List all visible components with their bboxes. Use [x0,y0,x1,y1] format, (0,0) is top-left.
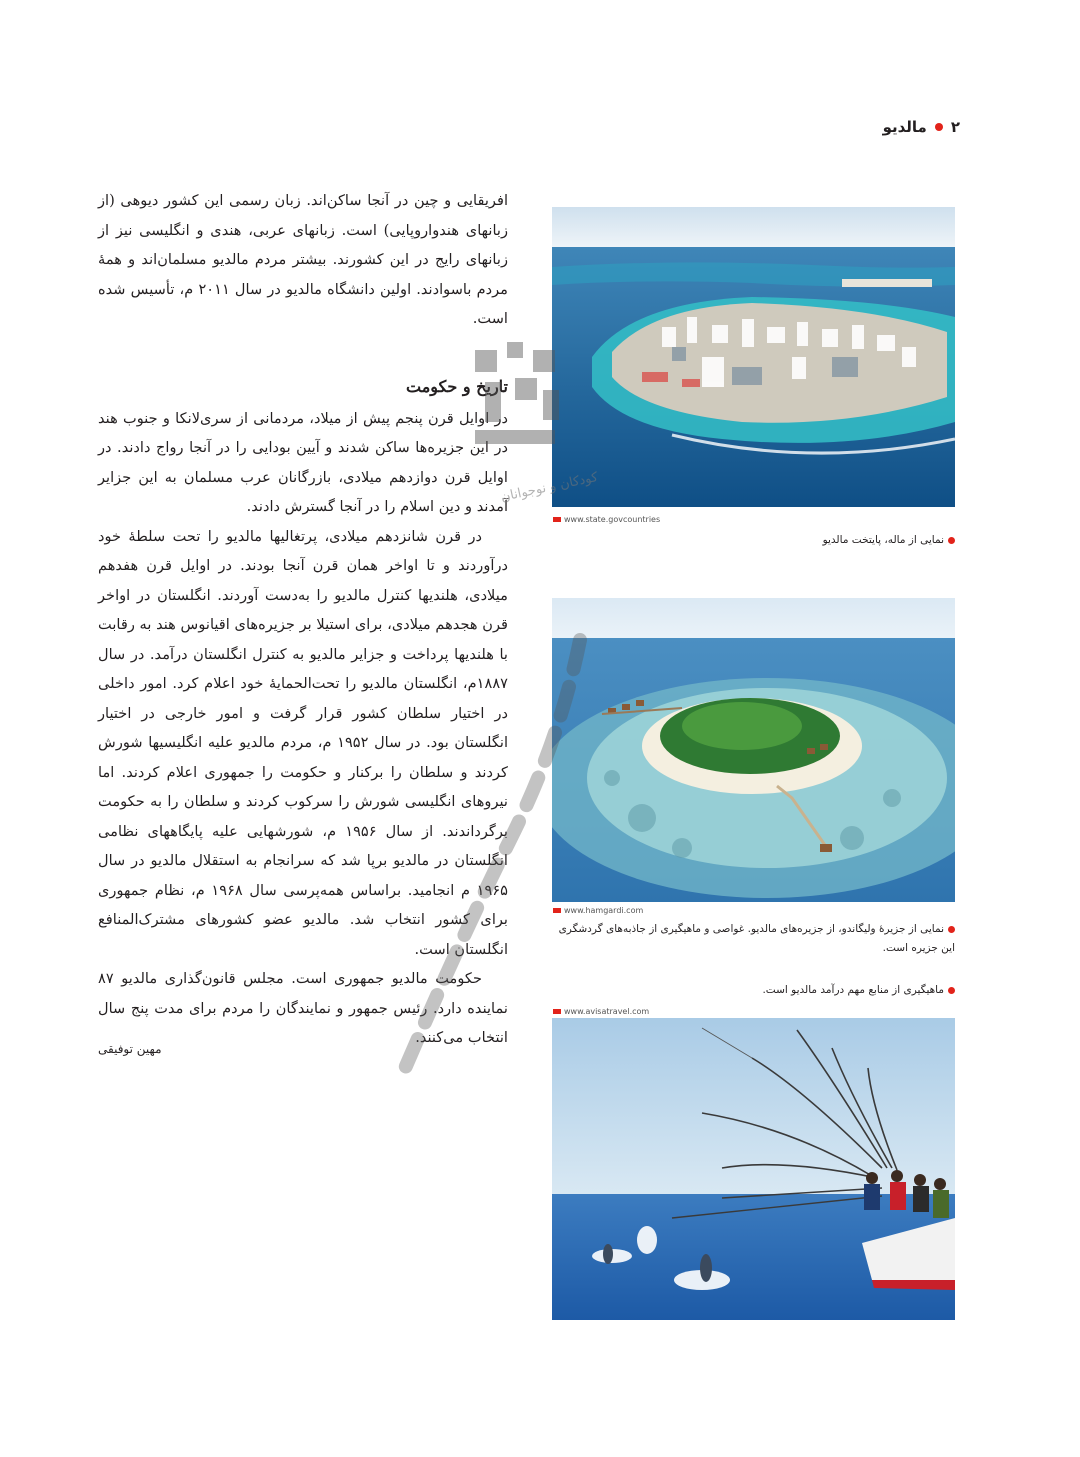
male-city-photo [552,207,955,507]
photo-credit-3 [553,1007,649,1016]
caption-text: نمایی از جزیرهٔ ولیگاندو، از جزیره‌های مالدیو. غواصی و ماهیگیری از جاذبه‌های گردشگری این جزیره است. [558,923,955,954]
fishing-photo [552,1018,955,1320]
page-number: ۲ [950,118,960,136]
watermark-text: کودکان و نوجوانان [499,469,600,506]
caption-bullet-icon [948,537,955,544]
credit-text: www.hamgardi.com [564,906,644,915]
photo-credit-2 [553,906,643,915]
photo-caption-3 [545,981,955,1000]
island-resort-photo [552,598,955,902]
caption-text: ماهیگیری از منابع مهم درآمد مالدیو است. [762,984,944,996]
caption-bullet-icon [948,926,955,933]
credit-text: www.state.govcountries [564,515,661,524]
credit-marker-icon [553,517,561,522]
credit-marker-icon [553,908,561,913]
photo-caption-1 [555,531,955,550]
intro-paragraph: افریقایی و چین در آنجا ساکن‌اند. زبان رسمی این کشور دیوهی (از زبانهای هندواروپایی) است. زبانهای عربی، هندی و انگلیسی نیز از زبانهای رایج در این کشورند. بیشتر مردم مالدیو مسلمان‌اند و همهٔ مردم باسوادند. اولین دانشگاه مالدیو در سال ۲۰۱۱ م، تأسیس شده است. [98,192,508,327]
credit-text: www.avisatravel.com [564,1007,650,1016]
credit-marker-icon [553,1009,561,1014]
photo-caption-2 [545,920,955,958]
caption-text: نمایی از ماله، پایتخت مالدیو [822,534,944,546]
author-name: مهین توفیقی [98,1042,162,1056]
caption-bullet-icon [948,987,955,994]
history-paragraph-2: در قرن شانزدهم میلادی، پرتغالیها مالدیو را تحت سلطهٔ خود درآوردند و تا اواخر همان قرن آنجا بودند. در اوایل قرن هفدهم میلادی، هلندیها کنترل مالدیو را به‌دست آوردند. انگلستان در اواخر قرن هجدهم میلادی، برای استیلا بر جزیره‌های اقیانوس هند به رقابت با هلندیها پرداخت و جزایر مالدیو به کنترل انگلستان درآمد. در سال ۱۸۸۷م، انگلستان مالدیو را تحت‌الحمایهٔ خود اعلام کرد. امور داخلی در اختیار سلطان کشور قرار گرفت و امور خارجی در اختیار انگلستان بود. در سال ۱۹۵۲ م، مردم مالدیو علیه انگلیسیها شورش کردند و سلطان را برکنار و حکومت را جمهوری اعلام کردند. اما نیروهای انگلیسی شورش را سرکوب کردند و سلطان را به حکومت برگرداندند. از سال ۱۹۵۶ م، شورشهایی علیه پایگاههای نظامی انگلستان در مالدیو برپا شد که سرانجام به استقلال مالدیو در سال ۱۹۶۵ م انجامید. براساس همه‌پرسی سال ۱۹۶۸ م، نظام جمهوری برای کشور انتخاب شد. مالدیو عضو کشورهای مشترک‌المنافع انگلستان است. [98,527,509,958]
article-text [98,186,508,1053]
photo-credit-1 [553,515,660,524]
section-heading: تاریخ و حکومت [406,376,508,396]
page-header [883,118,960,136]
running-title: مالدیو [882,118,927,136]
history-paragraph-3: حکومت مالدیو جمهوری است. مجلس قانون‌گذاری مالدیو ۸۷ نماینده دارد. رئیس جمهور و نمایندگان را مردم برای مدت پنج سال انتخاب می‌کنند. [98,970,508,1046]
header-bullet-icon [935,123,943,131]
history-paragraph-1: در اوایل قرن پنجم پیش از میلاد، مردمانی از سری‌لانکا و جنوب هند در این جزیره‌ها ساکن شدند و آیین بودایی را در آنجا رواج دادند. در اوایل قرن دوازدهم میلادی، بازرگانان عرب مسلمان به این جزایر آمدند و دین اسلام را در آنجا گسترش دادند. [98,409,508,515]
